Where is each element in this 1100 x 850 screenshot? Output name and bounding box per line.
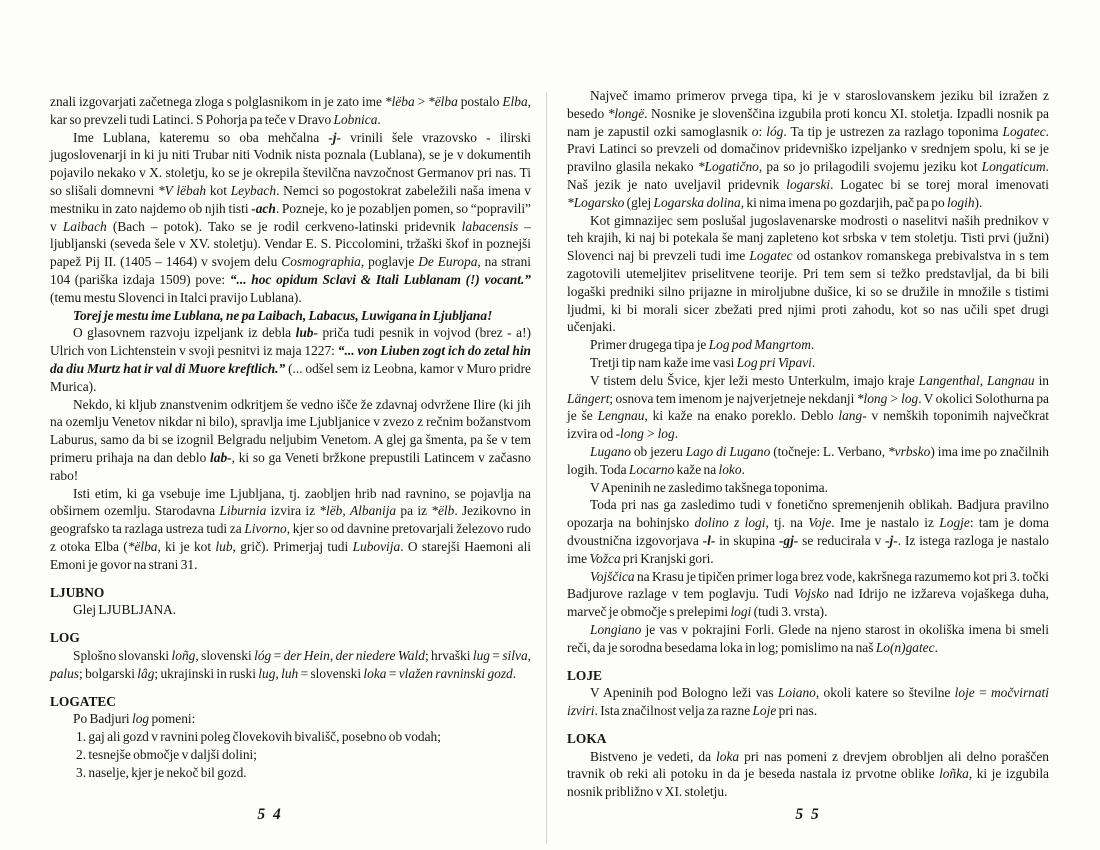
text-run: LOKA	[567, 730, 607, 746]
text-run: , kar so prevzeli tudi Latinci. S Pohorja pa teče v Dravo	[50, 94, 531, 127]
text-run: *ëlba	[127, 538, 158, 554]
text-run: . Ime je nastalo iz	[831, 515, 940, 531]
text-run: .	[377, 111, 381, 127]
list-item	[76, 728, 531, 746]
text-run: dolino z logi	[694, 515, 766, 531]
text-run: Elba	[502, 94, 528, 109]
list-item	[76, 764, 531, 782]
text-run: v nemških toponimih največkrat izvira od	[567, 408, 1050, 442]
text-run: Lobnica	[333, 111, 378, 127]
text-run: :	[758, 123, 767, 139]
text-run: . Iz istega razloga je nastalo ime	[567, 532, 1050, 566]
text-run: =	[271, 647, 284, 663]
page-number-left: 5 4	[257, 806, 283, 823]
text-run: *Logarsko	[567, 194, 625, 210]
text-run: . V okolici Solothurna pa je še	[567, 390, 1049, 424]
text-run: “... von Liuben zogt ich do zetal hin da diu Murtz hat ir val di Muore kreftlich.”	[50, 343, 531, 376]
paragraph	[567, 212, 1049, 337]
paragraph	[567, 621, 1049, 657]
text-run: lug	[472, 647, 490, 663]
entry-heading	[567, 730, 1049, 748]
text-run: izvira iz	[266, 503, 320, 519]
text-run: labacensis	[461, 218, 519, 234]
text-run: ,	[329, 647, 336, 663]
text-run: “... hoc opidum Sclavi & Itali Lublanam (!) vocant.”	[229, 271, 531, 287]
list-item	[76, 746, 531, 764]
text-run: . Nosnike je slovenščina izgubila proti koncu XI. stoletja. Izpadli nosnik pa nam je zapustil ozki samoglasnik	[567, 105, 1049, 139]
text-run: . Jezikovno in geografsko ta razlaga ustreza tudi za	[50, 503, 531, 537]
text-run: Isti etim, ki ga vsebuje ime Ljubljana, tj. zaobljen hrib nad ravnino, se pojavlja na obširnem ozemlju. Starodavna	[50, 485, 531, 519]
text-run: ; hrvaški	[424, 647, 473, 663]
paragraph	[50, 324, 531, 395]
text-run: logarski	[786, 176, 831, 192]
text-run: Kot gimnazijec sem poslušal jugoslavenarske modrosti o naselitvi naših prednikov v teh krajih, ki naj bi potekala še manj zapleteno kot srbska v tem stoletju. Tisti prvi (južni) Slovenci naj bi prevzeli tudi ime	[567, 212, 1049, 264]
paragraph	[50, 710, 531, 728]
text-run: LOGATEC	[50, 693, 116, 709]
text-run: . Pozneje, ko je pozabljen pomen, so “popravili” v	[50, 200, 531, 234]
text-run: (Bach – potok). Tako se je rodil cerkveno-latinski pridevnik	[106, 218, 462, 234]
text-run: ,	[527, 647, 531, 663]
text-run: ; ukrajinski in ruski	[154, 665, 259, 681]
text-run: Torej je mestu ime Lublana, ne pa Laibach, Labacus, Luwigana in Ljubljana!	[73, 307, 493, 323]
text-run: Langnau	[987, 372, 1035, 388]
text-run: lóg	[766, 123, 784, 139]
text-run: LJUBNO	[50, 584, 105, 600]
entry-heading	[50, 629, 531, 647]
text-run: in	[1034, 372, 1050, 388]
text-run: ; bolgarski	[79, 665, 138, 681]
text-run: Log pri Vipavi	[736, 354, 812, 370]
text-run: Lengnau	[597, 408, 645, 424]
text-run: .	[811, 354, 816, 370]
text-run: , ki kaže na enako poreklo. Deblo	[644, 408, 839, 424]
text-run: , pa so jo prilagodili svojemu jeziku kot	[758, 159, 982, 175]
text-run: =	[386, 665, 399, 681]
text-run: Lo(n)gatec	[875, 639, 935, 655]
text-run: Langenthal	[918, 372, 980, 388]
text-run: . Logatec bi se torej moral imenovati	[830, 176, 1049, 192]
text-run: -gj-	[778, 532, 799, 548]
text-run: ob jezeru	[630, 443, 686, 459]
text-run: silva	[502, 647, 528, 663]
text-run: Liburnia	[219, 503, 267, 519]
paragraph	[567, 479, 1049, 497]
text-run: Lubovija	[352, 538, 401, 554]
text-run: der Hein	[283, 647, 330, 663]
text-run: . Ista značilnost velja za razne	[594, 703, 753, 719]
paragraph	[567, 336, 1049, 354]
text-run: lub-	[295, 325, 318, 341]
text-run: ,	[342, 503, 350, 519]
text-run: (točneje: L. Verbano,	[770, 443, 888, 459]
text-run: loje	[954, 685, 975, 701]
text-run: loka	[363, 665, 387, 681]
text-run: pa iz	[396, 503, 432, 519]
text-run: loñka	[939, 766, 969, 782]
paragraph	[567, 568, 1049, 621]
text-run: Primer drugega tipa je	[590, 337, 709, 353]
text-run: log	[132, 711, 150, 727]
text-run: V tistem delu Švice, kjer leži mesto Unterkulm, imajo kraje	[590, 372, 919, 388]
text-run: logi	[730, 604, 752, 620]
text-run: 3. naselje, kjer je nekoč bil gozd.	[76, 764, 247, 780]
paragraph	[567, 684, 1049, 720]
text-run: *longë	[607, 105, 645, 121]
text-run: *long > log	[856, 390, 919, 406]
text-run: *Logatično	[697, 159, 759, 175]
text-run: Logje	[939, 515, 970, 531]
text-run: vlažen ravninski gozd	[398, 665, 513, 681]
text-run: Po Badjuri	[73, 711, 133, 727]
text-run: Cosmographia	[281, 254, 361, 270]
text-run: .	[512, 665, 517, 681]
text-run: , tj. na	[765, 515, 809, 531]
text-run: .	[810, 337, 815, 353]
text-run: Leybach	[230, 182, 277, 198]
text-run: Longiano	[590, 621, 642, 637]
text-run: -j-	[885, 532, 898, 548]
text-run: .	[934, 639, 938, 655]
text-run: ,	[979, 372, 987, 388]
paragraph	[50, 647, 531, 683]
text-run: *lëba	[384, 94, 415, 109]
text-run: in skupina	[715, 532, 779, 548]
entry-heading	[50, 693, 531, 711]
text-run: (tudi 3. vrsta).	[751, 604, 828, 620]
text-run: 1. gaj ali gozd v ravnini poleg človekovih bivališč, posebno ob vodah;	[76, 729, 441, 745]
text-run: loñg	[171, 647, 196, 663]
paragraph	[50, 93, 531, 129]
text-run: . Ta tip je ustrezen za razlago toponima	[783, 123, 1003, 139]
text-run: pomeni:	[149, 711, 196, 727]
text-run: Locarno	[628, 461, 675, 477]
text-run: Loiano	[777, 685, 816, 701]
text-run: = slovenski	[298, 665, 364, 681]
text-run: ) ima ime po značilnih logih. Toda	[567, 443, 1049, 477]
text-run: pri nas.	[776, 703, 818, 719]
text-run: =	[974, 685, 991, 701]
text-run: Vojsko	[793, 586, 829, 602]
text-run: Glej LJUBLJANA.	[73, 602, 177, 618]
paragraph	[50, 129, 531, 307]
text-run: Lugano	[590, 443, 631, 459]
text-run: na Krasu je tipičen primer loga brez vode, kakršnega razumemo kot pri 3. točki Badjurove razlage v tem poglavju. Tudi	[567, 568, 1049, 602]
text-run: palus	[50, 665, 80, 681]
paragraph	[567, 748, 1049, 801]
text-run: : tam je doma dvoustnična izgovorjava	[567, 515, 1049, 548]
paragraph	[50, 307, 531, 325]
text-run: lab-	[210, 449, 232, 465]
text-run: *vrbsko	[887, 443, 931, 459]
text-run: -l-	[702, 532, 716, 548]
paragraph	[50, 485, 531, 574]
text-run: 2. tesnejše območje v daljši dolini;	[76, 746, 257, 762]
page-number-right: 5 5	[795, 806, 821, 823]
text-run: Loje	[752, 703, 777, 719]
text-run: nad Idrijo ne izžareva vojaškega duha, marveč je območje s prelepimi	[567, 586, 1049, 620]
text-run: V Apeninih ne zasledimo takšnega toponima.	[590, 479, 828, 495]
text-run: . Nemci so pogostokrat zabeležili naša imena v mestniku in zato najdemo ob njih tisti	[50, 182, 531, 216]
text-run: postalo	[457, 94, 503, 109]
text-run: (glej	[624, 194, 654, 210]
text-run: LOG	[50, 630, 80, 646]
text-run: , slovenski	[195, 647, 255, 663]
text-run: Logatec	[749, 248, 793, 264]
text-run: , kjer so od davnine pretovarjali železovo rudo z otoka Elba (	[50, 521, 531, 554]
text-run: Vojščica	[590, 568, 635, 584]
text-run: kot	[206, 182, 231, 198]
text-run: Lago di Lugano	[685, 443, 771, 459]
text-run: LOJE	[567, 667, 602, 683]
text-run: . Pravi Latinci so prevzeli od domačinov pridevniško izpeljanko v srednjem spolu, ki se je pravilno glasila nekako	[567, 123, 1049, 175]
text-run: logih	[947, 194, 975, 210]
text-run: pri nas pomeni z drevjem obrobljen ali delno poraščen travnik ob reki ali potoku in da je beseda nastala iz prvotne oblike	[567, 748, 1049, 782]
text-run: V Apeninih pod Bologno leži vas	[590, 685, 778, 701]
text-run: je vas v pokrajini Forli. Glede na njeno starost in okoliška imena bi smeli reči, da je sorodna besedama loka in log; pomislimo na naš	[567, 621, 1049, 655]
text-run: *V lëbah	[157, 182, 207, 198]
text-run: lâg	[137, 665, 155, 681]
entry-heading	[567, 667, 1049, 685]
text-run: Laibach	[62, 218, 107, 234]
text-run: , grič). Primerjaj tudi	[232, 538, 353, 554]
text-run: , ki so ga Veneti bržkone prepustili Latincem v začasno rabo!	[50, 449, 531, 483]
text-run: (temu mestu Slovenci in Italci pravijo Lublana).	[50, 289, 302, 305]
right-page-text	[567, 87, 1049, 801]
text-run: .	[741, 461, 745, 477]
paragraph	[50, 396, 531, 485]
text-run: Ime Lublana, kateremu so oba mehčalna	[73, 129, 329, 145]
text-run: De Europa	[418, 254, 478, 270]
text-run: . Naš jezik je nato uveljavil pridevnik	[567, 159, 1049, 192]
text-run: loka	[716, 748, 740, 764]
paragraph	[50, 601, 531, 619]
text-run: -j-	[328, 129, 341, 145]
text-run: , ki nima imena po gozdarjih, pač pa po	[740, 194, 948, 210]
text-run: Voje	[808, 515, 832, 531]
text-run: =	[490, 647, 503, 663]
text-run: ; osnova tem imenom je najverjetneje nekdanji	[609, 390, 857, 406]
text-run: Längert	[567, 390, 610, 406]
text-run: -ach	[251, 200, 276, 216]
paragraph	[567, 372, 1049, 443]
paragraph	[567, 496, 1049, 567]
text-run: Logarska dolina	[653, 194, 741, 210]
text-run: Longaticum	[981, 159, 1046, 175]
text-run: lub	[215, 538, 233, 554]
text-run: se reducirala v	[798, 532, 886, 548]
text-run: močvirnati izviri	[567, 685, 1049, 719]
text-run: Tretji tip nam kaže ime vasi	[590, 354, 737, 370]
paragraph	[567, 354, 1049, 372]
text-run: Splošno slovanski	[73, 647, 172, 663]
text-run: lug, luh	[258, 665, 299, 681]
text-run: *ëlba	[428, 94, 458, 109]
text-run: Logatec	[1002, 123, 1046, 139]
text-run: lang-	[838, 408, 867, 424]
text-run: priča tudi pesnik in vojvod (brez - a!) Ulrich von Lichtenstein v svoji pesnitvi iz maja 1227:	[50, 325, 531, 359]
text-run: *ëlb	[431, 503, 455, 519]
entry-heading	[50, 584, 531, 602]
text-run: Največ imamo primerov prvega tipa, ki je v staroslovanskem jeziku bil izražen z besedo	[567, 88, 1049, 121]
page-gutter-divider	[546, 92, 547, 844]
text-run: od ostankov romanskega prebivalstva in s tem zagotovili utemeljitev priselitvene teorije. Pri tem sem si težko predstavljal, da bi bili logaški predniki silno prijazne in miroljubne dušice, ki so se družile in množile s tistimi ljudmi, ki bi morali sicer zbežati pred njimi proti zahodu, kot so nas učili spet drugi učenjaki.	[567, 248, 1049, 335]
paragraph	[567, 443, 1049, 479]
text-run: ).	[974, 194, 983, 210]
text-run: Log pod Mangrtom	[708, 337, 811, 353]
paragraph	[567, 87, 1049, 212]
text-run: O glasovnem razvoju izpeljank iz debla	[73, 325, 296, 341]
text-run: Bistveno je vedeti, da	[590, 748, 717, 764]
text-run: -long > log	[615, 426, 675, 442]
text-run: , na strani 104 (pariška izdaja 1509) pove:	[50, 254, 531, 287]
text-run: kaže na	[674, 461, 719, 477]
text-run: Albanija	[350, 503, 397, 519]
text-run: Livorno	[244, 521, 287, 537]
text-run: loko	[718, 461, 742, 477]
text-run: , poglavje	[360, 254, 419, 270]
left-page-text	[50, 93, 531, 781]
text-run: Nekdo, ki kljub znanstvenim odkritjem še vedno išče že zdavnaj odvržene Ilire (ki jih na ozemlju Venetov nikdar ni bilo), spravlja ime Ljubljanice v zvezo z rečnim božanstvom Laburus, samo da bi se izognil Belgradu neljubim Venetom. A glej ga šmenta, pa še v tem primeru prihaja na dan deblo	[50, 396, 531, 465]
text-run: , okoli katere so številne	[815, 685, 955, 701]
text-run: Toda pri nas ga zasledimo tudi v fonetično spremenjenih oblikah. Badjura pravilno opozarja na bohinjsko	[567, 497, 1049, 531]
text-run: vrinili šele vrazovsko - ilirski jugoslovenarji in ki ju niti Trubar niti Vodnik nista poznala (Lublana), se je v dokumentih pojavilo nekako v X. stoletju, ko se je okrepila številčna navzočnost Germanov pri nas. Ti so slišali domnevni	[50, 129, 532, 198]
text-run: o	[751, 123, 759, 139]
text-run: lóg	[254, 647, 272, 663]
text-run: , ki je izgubila nosnik približno v XI. stoletju.	[567, 766, 1050, 800]
text-run: (... odšel sem iz Leobna, kamor v Muro pridre Murica).	[50, 360, 531, 394]
text-run: Vožca	[589, 550, 621, 566]
text-run: >	[414, 94, 429, 109]
text-run: pri Kranjski gori.	[620, 550, 714, 566]
text-run: der niedere Wald	[335, 647, 425, 663]
text-run: .	[674, 426, 679, 442]
text-run: *lëb	[319, 503, 343, 519]
text-run: , ki je kot	[157, 538, 216, 554]
text-run: . O starejši Haemoni ali Emoni je govor na strani 31.	[50, 538, 532, 572]
text-run: – ljubljanski (seveda šele v XV. stoletju). Vendar E. S. Piccolomini, tržaški škof in poznejši papež Pij II. (1405 – 1464) v svojem delu	[50, 218, 532, 270]
text-run: znali izgovarjati začetnega zloga s polglasnikom in je zato ime	[50, 94, 385, 109]
